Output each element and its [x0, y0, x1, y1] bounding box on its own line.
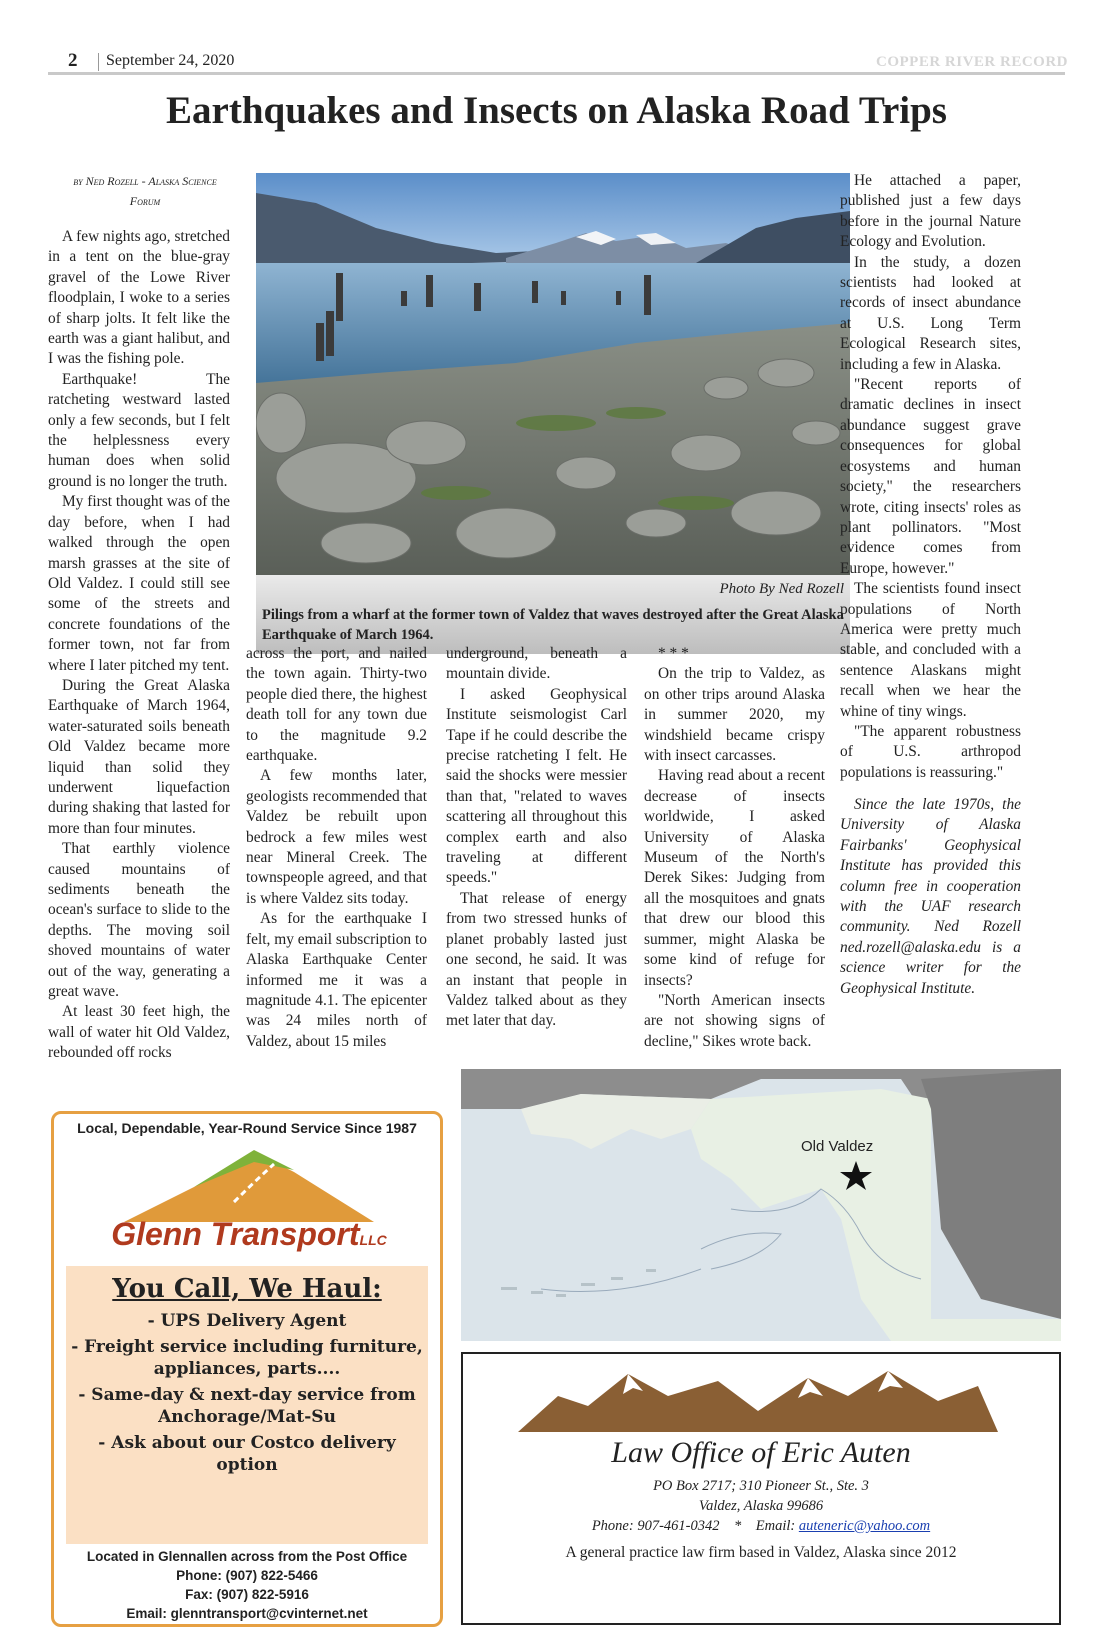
author-note — [840, 795, 1021, 999]
author-note-text: Since the late 1970s, the University of Alaska Fairbanks' Geophysical Institute has provided this column free in cooperation with the UAF research community. Ned Rozell ned.rozell@alaska.edu is a science writer for the Geophysical Institute. — [840, 796, 1021, 997]
address-line-1: PO Box 2717; 310 Pioneer St., Ste. 3 — [653, 1478, 869, 1494]
map-label-old-valdez: Old Valdez — [801, 1138, 874, 1155]
service-list — [66, 1310, 428, 1476]
address-line-2: Valdez, Alaska 99686 — [698, 1498, 824, 1514]
headline: Earthquakes and Insects on Alaska Road Trips — [166, 89, 947, 132]
article-column-3 — [446, 644, 627, 1032]
ad-slogan: You Call, We Haul: — [112, 1274, 382, 1304]
paragraph: "The apparent robustness of U.S. arthropod populations is reassuring." — [840, 722, 1021, 781]
law-office-name: Law Office of Eric Auten — [611, 1436, 911, 1469]
photo-caption: Pilings from a wharf at the former town of Valdez that waves destroyed after the Great Alaska Earthquake of March 1964. — [262, 607, 844, 643]
paragraph: That release of energy from two stressed hunks of planet probably lasted just one second, he said. It was an instant that people in Valdez talked about as they met later that day. — [446, 889, 627, 1030]
paragraph: across the port, and nailed the town again. Thirty-two people died there, the highest death toll for any town due to the magnitude 9.2 earthquake. — [246, 645, 427, 765]
brand-suffix: LLC — [359, 1232, 387, 1248]
service-item: - Same-day & next-day service from Anchorage/Mat-Su — [78, 1385, 416, 1427]
article-column-4 — [644, 644, 825, 1052]
header-rule — [48, 72, 1065, 75]
paragraph: The scientists found insect populations of North America were pretty much stable, and concluded with a sentence Alaskans might recall when we hear the whine of tiny wings. — [840, 580, 1021, 720]
ad-tagline: Local, Dependable, Year-Round Service Since 1987 — [77, 1120, 417, 1136]
byline: by Ned Rozell - Alaska Science Forum — [73, 174, 217, 208]
contact-info — [54, 1547, 440, 1623]
law-email-link[interactable]: auteneric@yahoo.com — [798, 1518, 931, 1534]
brand-text: Glenn Transport — [111, 1216, 360, 1252]
ad-fax: Fax: (907) 822-5916 — [185, 1587, 309, 1602]
paragraph: Having read about a recent decrease of insects worldwide, I asked University of Alaska Museum of the North's Derek Sikes: Judging from all the mosquitoes and gnats that drew our blood this summer, might Alaska be some kind of refuge for insects? — [644, 767, 825, 989]
brand-name — [99, 1216, 399, 1253]
alaska-map — [461, 1069, 1061, 1341]
contact-line — [463, 1516, 1059, 1536]
law-office-address — [463, 1476, 1059, 1536]
paragraph: On the trip to Valdez, as on other trips around Alaska in summer 2020, my windshield became crispy with insect carcasses. — [644, 665, 825, 765]
alaska-map-graphic — [461, 1069, 1061, 1341]
header-divider — [98, 53, 99, 71]
paragraph: "Recent reports of dramatic declines in insect abundance suggest grave consequences for global ecosystems and human society," the researchers wrote, citing insects' roles as plant pollinators. "Most evidence comes from Europe, however." — [840, 376, 1021, 577]
glenn-transport-ad — [51, 1111, 443, 1627]
ad-location: Located in Glennallen across from the Post Office — [86, 1549, 408, 1564]
paragraph: I asked Geophysical Institute seismologist Carl Tape if he could describe the precise ratcheting I felt. He said the shocks were messier than that, "related to waves scattering all throughout this complex earth and also traveling at different speeds." — [446, 685, 627, 887]
services-panel — [66, 1266, 428, 1544]
email-label: Email: — [755, 1518, 796, 1534]
photo-caption-box — [256, 575, 850, 654]
paragraph: In the study, a dozen scientists had looked at records of insect abundance at U.S. Long Term Ecological Research sites, including a few in Alaska. — [840, 253, 1021, 373]
issue-date: September 24, 2020 — [106, 52, 235, 69]
article-column-5 — [840, 171, 1021, 783]
law-office-ad — [461, 1352, 1061, 1625]
service-item: - UPS Delivery Agent — [147, 1311, 347, 1331]
paragraph: During the Great Alaska Earthquake of March 1964, water-saturated soils beneath Old Valdez became more liquid than solid they underwent liquefaction during shaking that lasted for more than four minutes. — [48, 676, 230, 837]
law-phone: Phone: 907-461-0342 — [591, 1518, 720, 1534]
article-column-1 — [48, 227, 230, 1064]
bullet: * — [733, 1518, 742, 1534]
paragraph: He attached a paper, published just a few days before in the journal Nature Ecology and Evolution. — [840, 172, 1021, 251]
paragraph: Earthquake! The ratcheting westward lasted only a few seconds, but I felt the helplessness every human does when solid ground is no longer the truth. — [48, 370, 230, 490]
masthead: COPPER RIVER RECORD — [876, 54, 1069, 70]
article-column-2 — [246, 644, 427, 1052]
ad-email: Email: glenntransport@cvinternet.net — [126, 1606, 368, 1621]
paragraph: At least 30 feet high, the wall of water hit Old Valdez, rebounded off rocks — [48, 1003, 230, 1062]
lake-pilings-photo — [256, 173, 850, 575]
section-break: * * * — [658, 645, 689, 662]
page-number: 2 — [68, 50, 78, 71]
service-item: - Freight service including furniture, appliances, parts.... — [71, 1337, 423, 1379]
photo-credit: Photo By Ned Rozell — [719, 581, 844, 597]
ad-phone: Phone: (907) 822-5466 — [176, 1568, 318, 1583]
mountains-logo — [518, 1366, 998, 1434]
paragraph: My first thought was of the day before, when I had walked through the open marsh grasses at the site of Old Valdez. I could still see some of the streets and concrete foundations of the former town, not far from where I later pitched my tent. — [48, 493, 230, 674]
paragraph: As for the earthquake I felt, my email subscription to Alaska Earthquake Center informed me it was a magnitude 4.1. The epicenter was 24 miles north of Valdez, about 15 miles — [246, 910, 427, 1050]
service-item: - Ask about our Costco delivery option — [98, 1433, 396, 1475]
article-photo — [256, 173, 850, 575]
paragraph: "North American insects are not showing signs of decline," Sikes wrote back. — [644, 991, 825, 1050]
paragraph: A few months later, geologists recommended that Valdez be rebuilt upon bedrock a few miles west near Mineral Creek. The townspeople agreed, and that is where Valdez sits today. — [246, 767, 427, 907]
paragraph: underground, beneath a mountain divide. — [446, 645, 627, 683]
law-office-tagline: A general practice law firm based in Valdez, Alaska since 2012 — [565, 1544, 957, 1561]
paragraph: That earthly violence caused mountains of sediments beneath the ocean's surface to slide to the depths. The moving soil shoved mountains of water out of the way, generating a great wave. — [48, 840, 230, 1001]
paragraph: A few nights ago, stretched in a tent on the blue-gray gravel of the Lowe River floodplain, I woke to a series of sharp jolts. It felt like the earth was a giant halibut, and I was the fishing pole. — [48, 228, 230, 368]
